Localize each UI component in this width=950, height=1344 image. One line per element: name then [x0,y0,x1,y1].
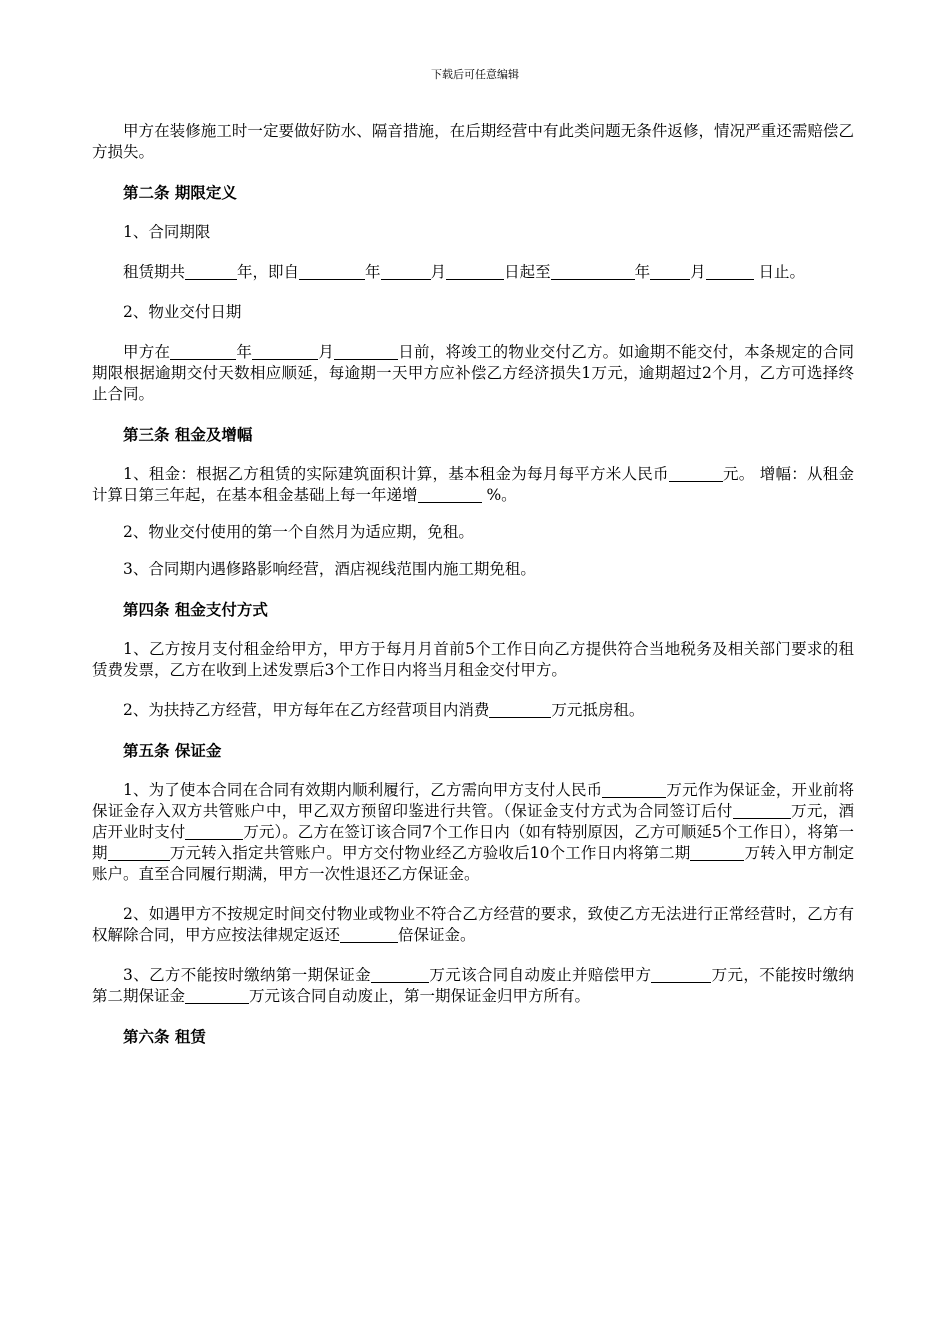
article2-sub2: 2、物业交付日期 [123,303,242,321]
contract-body [92,121,854,1047]
article3-p3: 3、合同期内遇修路影响经营，酒店视线范围内施工期免租。 [123,560,536,578]
article5-p1: 1、为了使本合同在合同有效期内顺利履行，乙方需向甲方支付人民币 万元作为保证金，开业前将保证金存入双方共管账户中，甲乙双方预留印鉴进行共管。（保证金支付方式为合同签订后付 万元，酒店开业时支付 万元）。乙方在签订该合同7个工作日内（如有特别原因，乙方可顺延5个工作日），将第一期 万元转入指定共管账户。甲方交付物业经乙方验收后10个工作日内将第二期 万转入甲方制定账户。直至合同履行期满，甲方一次性退还乙方保证金。 [92,781,854,883]
article5-p3: 3、乙方不能按时缴纳第一期保证金 万元该合同自动废止并赔偿甲方 万元，不能按时缴纳第二期保证金 万元该合同自动废止，第一期保证金归甲方所有。 [92,966,854,1005]
article2-sub1: 1、合同期限 [123,223,211,241]
delivery-paragraph: 甲方在 年 月 日前，将竣工的物业交付乙方。如逾期不能交付，本条规定的合同期限根据逾期交付天数相应顺延，每逾期一天甲方应补偿乙方经济损失1万元，逾期超过2个月，乙方可选择终止合同。 [92,343,854,403]
article4-title: 第四条 租金支付方式 [123,600,268,619]
blank-field[interactable] [381,264,431,280]
blank-field[interactable] [602,782,666,798]
blank-field[interactable] [733,803,791,819]
article3-title: 第三条 租金及增幅 [123,425,253,444]
rent-paragraph: 1、租金：根据乙方租赁的实际建筑面积计算，基本租金为每月每平方米人民币 元。 增幅：从租金计算日第三年起，在基本租金基础上每一年递增 %。 [92,465,854,504]
blank-field[interactable] [340,927,398,943]
article4-p2: 2、为扶持乙方经营，甲方每年在乙方经营项目内消费 万元抵房租。 [123,701,645,719]
blank-field[interactable] [170,344,236,360]
page-header: 下载后可任意编辑 [431,68,519,81]
blank-field[interactable] [252,344,318,360]
blank-field[interactable] [185,988,249,1004]
article2-title: 第二条 期限定义 [123,183,237,202]
blank-field[interactable] [669,466,723,482]
blank-field[interactable] [108,845,170,861]
blank-field[interactable] [489,702,551,718]
blank-field[interactable] [690,845,744,861]
blank-field[interactable] [299,264,365,280]
blank-field[interactable] [706,264,754,280]
blank-field[interactable] [651,967,711,983]
blank-field[interactable] [185,824,243,840]
article5-title: 第五条 保证金 [123,741,222,760]
article6-title: 第六条 租赁 [123,1027,206,1046]
blank-field[interactable] [446,264,504,280]
article3-p2: 2、物业交付使用的第一个自然月为适应期，免租。 [123,523,474,541]
blank-field[interactable] [371,967,429,983]
blank-field[interactable] [650,264,690,280]
blank-field[interactable] [418,487,482,503]
intro-paragraph: 甲方在装修施工时一定要做好防水、隔音措施，在后期经营中有此类问题无条件返修，情况严重还需赔偿乙方损失。 [92,122,854,161]
blank-field[interactable] [334,344,398,360]
article4-p1: 1、乙方按月支付租金给甲方，甲方于每月月首前5个工作日向乙方提供符合当地税务及相关部门要求的租赁费发票，乙方在收到上述发票后3个工作日内将当月租金交付甲方。 [92,640,854,679]
term-paragraph: 租赁期共 年，即自 年 月 日起至 年 月 日止。 [123,263,806,281]
blank-field[interactable] [551,264,635,280]
article5-p2: 2、如遇甲方不按规定时间交付物业或物业不符合乙方经营的要求，致使乙方无法进行正常经营时，乙方有权解除合同，甲方应按法律规定返还 倍保证金。 [92,905,854,944]
blank-field[interactable] [185,264,237,280]
